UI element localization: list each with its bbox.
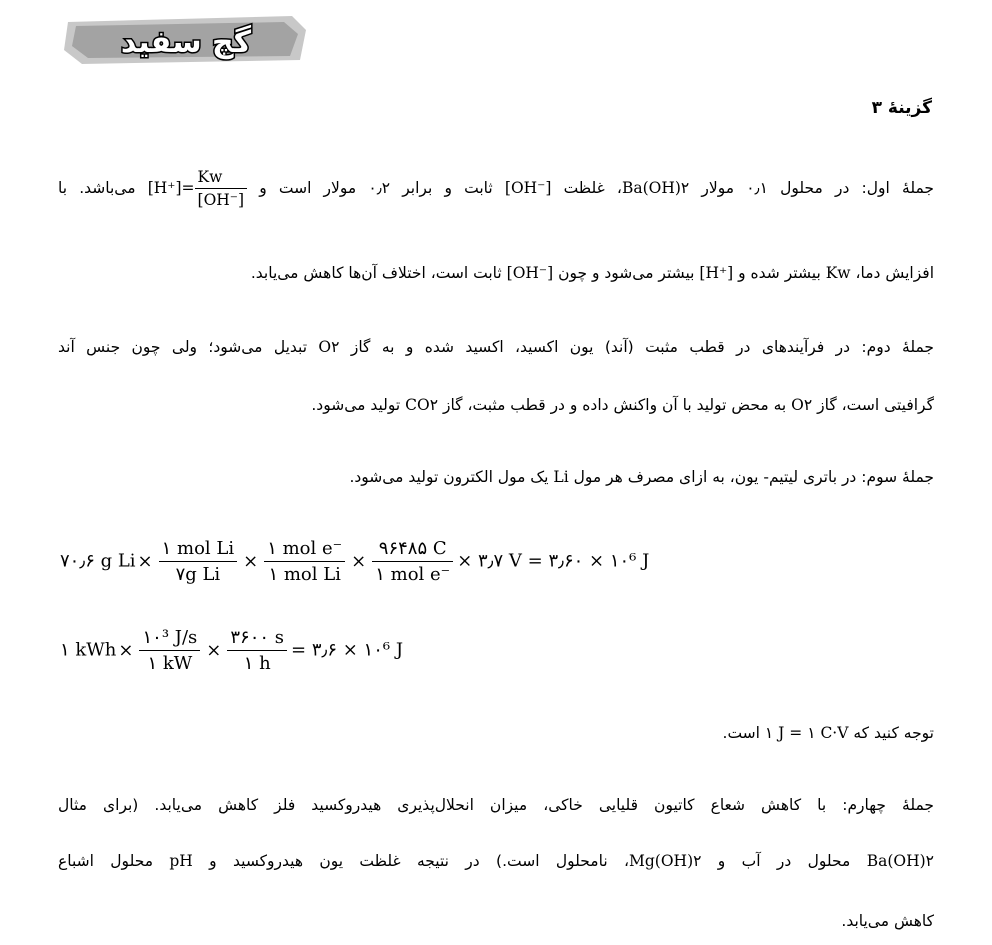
statement-1-line-2: افزایش دما، Kw بیشتر شده و [H⁺] بیشتر می‌شود و چون [OH⁻] ثابت است، اختلاف آن‌ها کاهش می‌یابد.: [250, 264, 934, 282]
answer-heading: گزینهٔ ۳: [871, 98, 932, 118]
statement-2-line-2: گرافیتی است، گاز O۲ به محض تولید با آن واکنش داده و در قطب مثبت، گاز CO۲ تولید می‌شود.: [311, 396, 934, 414]
statement-4-line-2: Ba(OH)۲ محلول در آب و Mg(OH)۲، نامحلول است.) در نتیجه غلظت یون هیدروکسید و pH محلول اشباع: [58, 852, 934, 870]
kw-fraction: $\frac{Kw}{[OH^-]}$: [195, 168, 248, 209]
equation-energy-li: ۷۰٫۶ g Li × $\frac{\text{۱ mol Li}}{\text{۷g Li}}$ × $\frac{\text{۱ mol e⁻}}{\text{۱ mol Li}}$ × $\frac{۹۶۴۸۵ C}{\text{۱ mol e⁻}}$ × ۳٫۷ V = ۳٫۶۰ × ۱۰⁶ J: [60, 538, 650, 585]
logo: [62, 12, 310, 68]
statement-3: جملهٔ سوم: در باتری لیتیم- یون، به ازای مصرف هر مول Li یک مول الکترون تولید می‌شود.: [349, 468, 934, 486]
logo-text: گچ سفید: [120, 25, 252, 60]
statement-4-line-3: کاهش می‌یابد.: [841, 912, 934, 930]
statement-4-line-1: جملهٔ چهارم: با کاهش شعاع کاتیون قلیایی خاکی، میزان انحلال‌پذیری هیدروکسید فلز کاهش می‌یابد. (برای مثال: [58, 796, 934, 814]
note-line: توجه کنید که ۱ J = ۱ C·V است.: [722, 724, 934, 742]
equation-kwh: ۱ kWh × $\frac{\text{۱۰³ J/s}}{۱ kW}$ × $\frac{۳۶۰۰ s}{۱ h}$ = ۳٫۶ × ۱۰⁶ J: [60, 627, 404, 674]
statement-2-line-1: جملهٔ دوم: در فرآیندهای در قطب مثبت (آند) یون اکسید، اکسید شده و به گاز O۲ تبدیل می‌شود؛ ولی چون جنس آند: [58, 338, 934, 356]
statement-1-line-1: جملهٔ اول: در محلول ۰٫۱ مولار Ba(OH)۲، غلظت [OH⁻] ثابت و برابر ۰٫۲ مولار است و [H⁺]= $\frac{Kw}{[OH^-]}$ می‌باشد. با: [58, 168, 934, 209]
